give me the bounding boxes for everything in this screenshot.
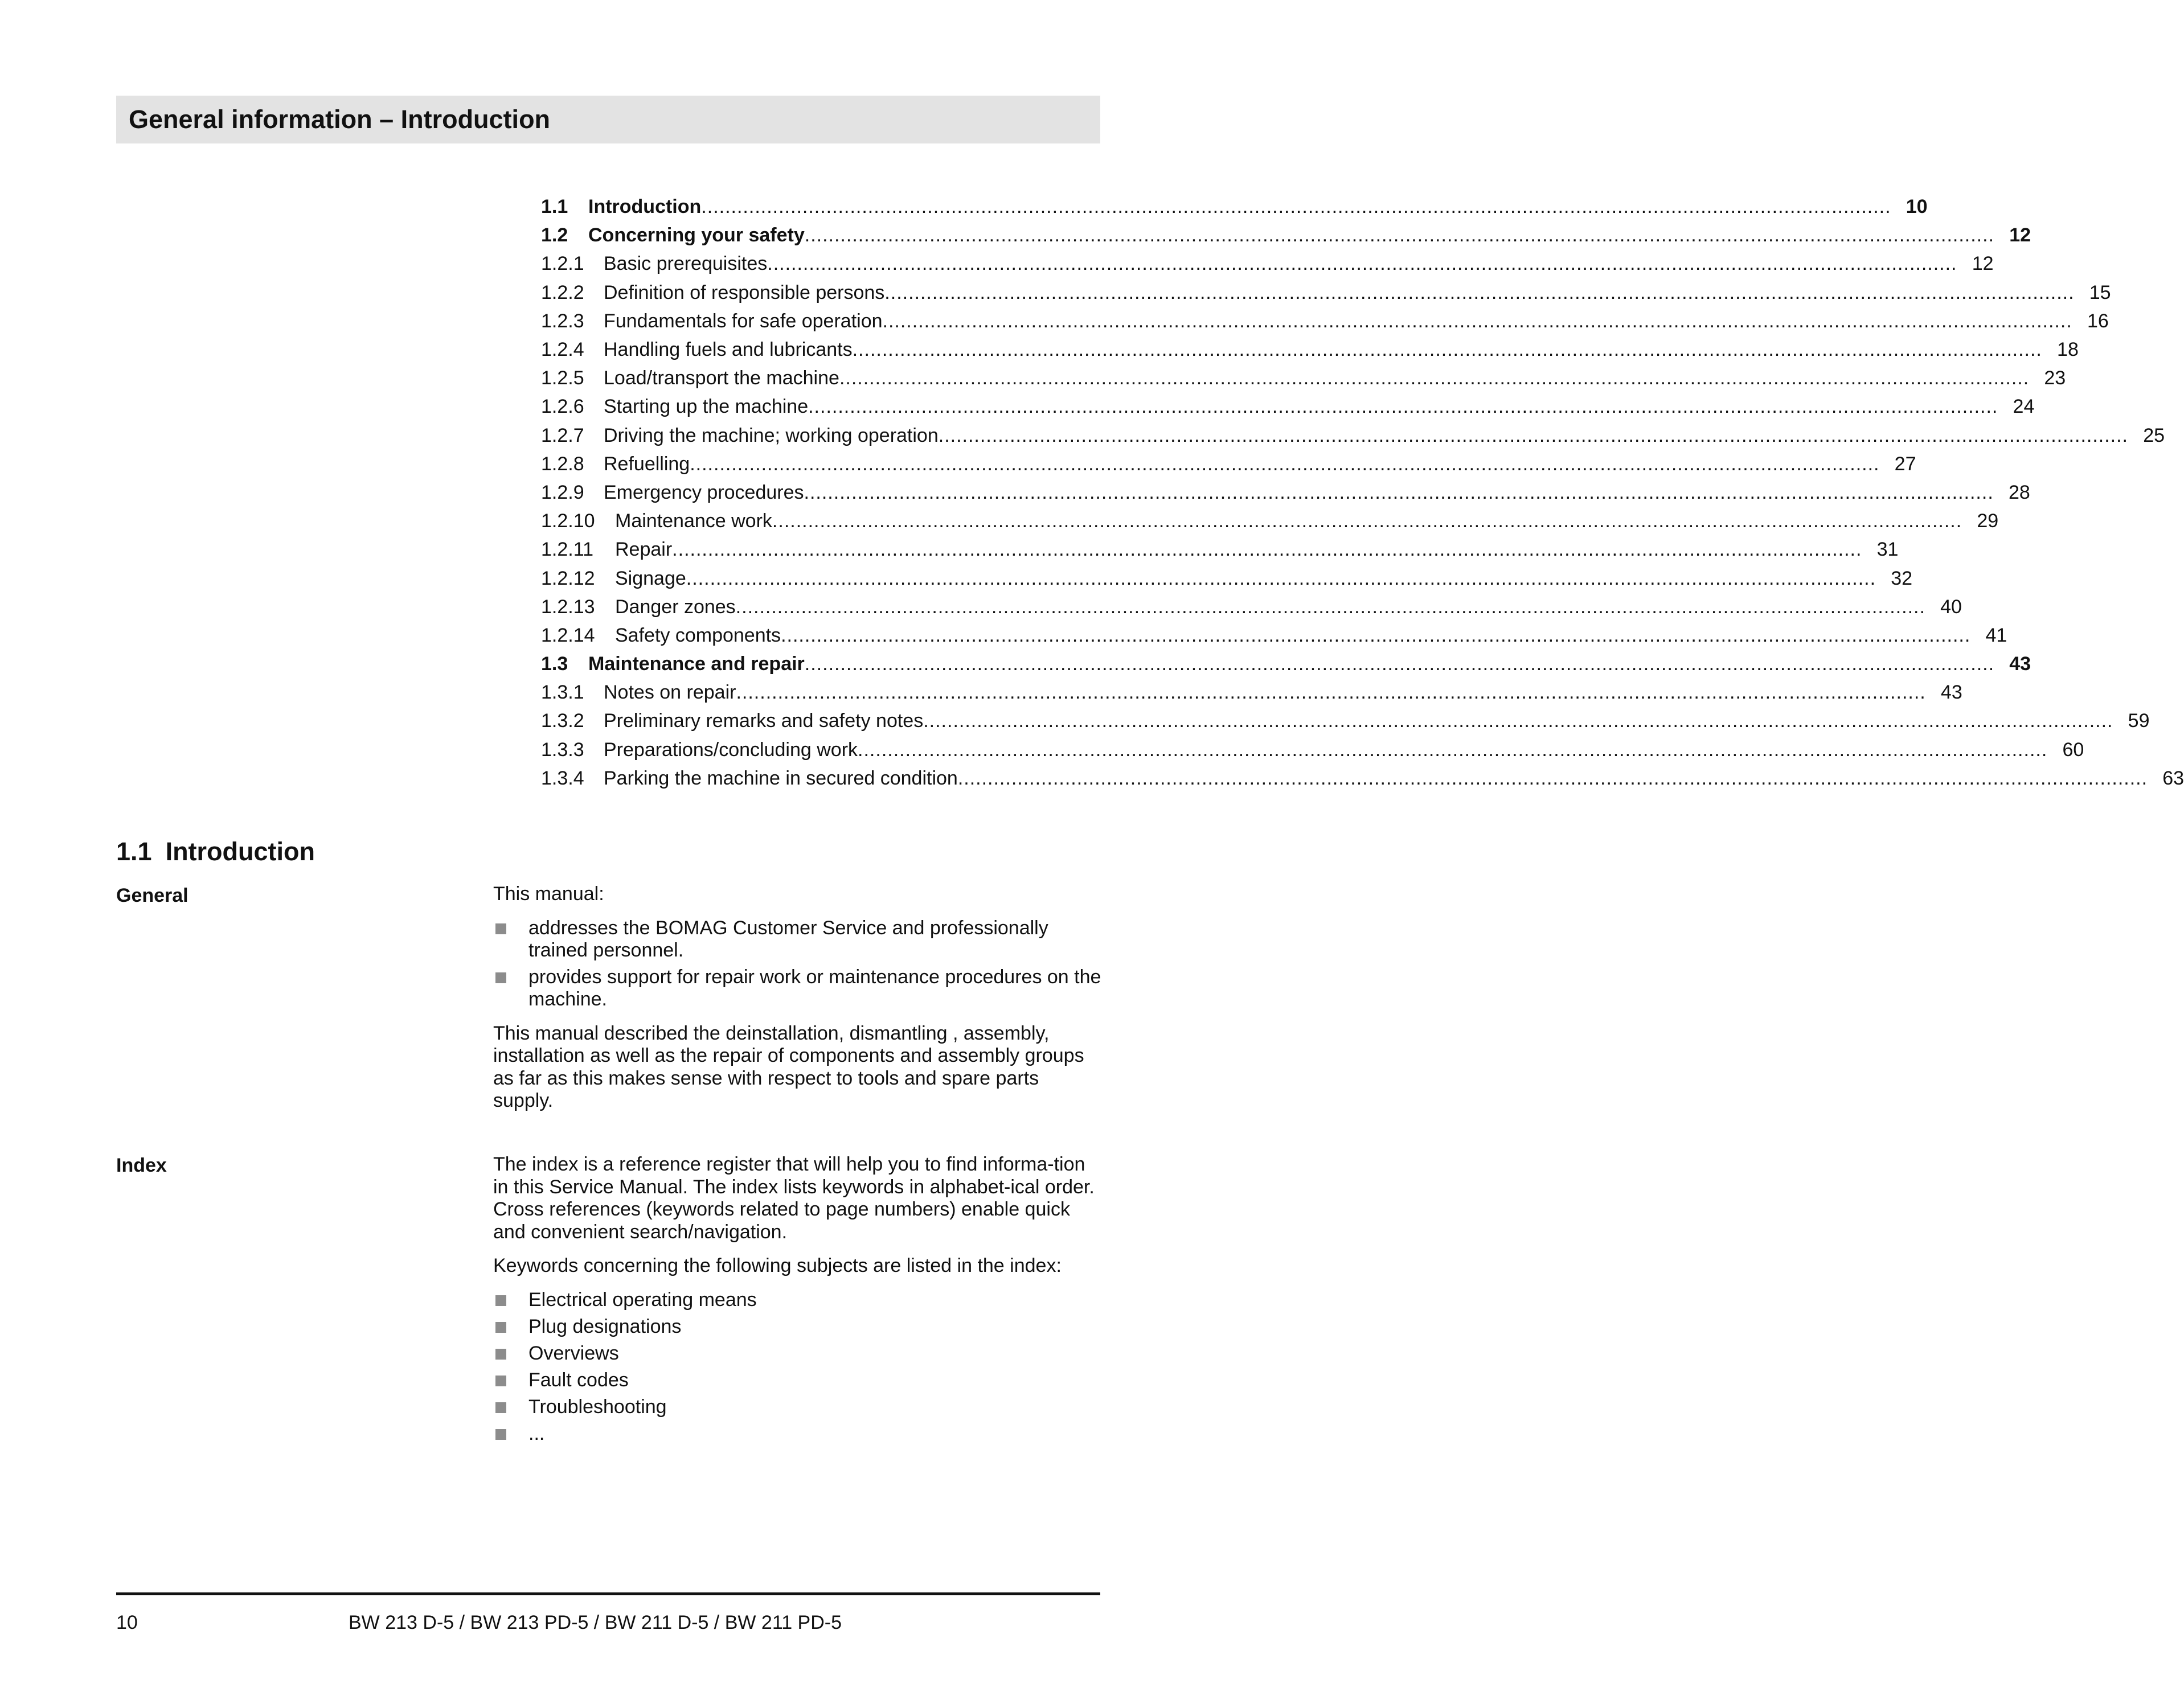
toc-entry-title: Maintenance and repair [588,653,805,675]
list-item-text: Fault codes [528,1369,629,1391]
toc-entry[interactable] [541,650,2031,678]
toc-dot-leader: ........................................................................................................................................................................................................ [957,767,2148,789]
toc-entry-title: Driving the machine; working operation [604,424,939,446]
toc-entry-page: 27 [1894,453,1916,475]
list-item-text: Plug designations [528,1315,682,1337]
toc-dot-leader: ........................................................................................................................................................................................................ [839,367,2030,389]
toc-entry[interactable] [541,478,2030,507]
list-item-text: provides support for repair work or maintenance procedures on the machine. [528,966,1101,1010]
list-item-text: addresses the BOMAG Customer Service and professionally trained personnel. [528,917,1048,961]
toc-entry-number: 1.2.6 [541,396,584,418]
toc-entry[interactable] [541,307,2109,335]
square-bullet-icon [495,923,506,934]
toc-entry[interactable] [541,421,2165,450]
toc-dot-leader: ........................................................................................................................................................................................................ [884,281,2075,303]
list-item [493,966,1103,1011]
toc-entry-number: 1.1 [541,196,568,218]
square-bullet-icon [495,1402,506,1413]
toc-entry[interactable] [541,221,2031,249]
toc-dot-leader: ........................................................................................................................................................................................................ [736,681,1926,704]
toc-entry-title: Emergency procedures [604,481,804,503]
toc-entry-number: 1.2.3 [541,310,584,332]
toc-entry[interactable] [541,392,2035,421]
toc-entry-title: Repair [615,539,673,561]
toc-entry-title: Notes on repair [604,681,736,704]
toc-entry[interactable] [541,249,1994,278]
toc-entry[interactable] [541,621,2007,650]
list-item [493,1423,1103,1446]
toc-entry-page: 59 [2128,710,2150,732]
toc-dot-leader: ........................................................................................................................................................................................................ [672,539,1862,561]
header-bar [116,96,1100,143]
toc-entry-title: Introduction [588,196,702,218]
square-bullet-icon [495,972,506,983]
list-item-text: Overviews [528,1342,619,1364]
toc-dot-leader: ........................................................................................................................................................................................................ [923,710,2113,732]
toc-dot-leader: ........................................................................................................................................................................................................ [735,596,1925,618]
toc-entry-page: 31 [1876,539,1899,561]
list-item [493,1342,1103,1365]
toc-entry-title: Preliminary remarks and safety notes [604,710,924,732]
toc-entry-number: 1.2.9 [541,481,584,503]
toc-entry-title: Signage [615,567,686,589]
toc-entry[interactable] [541,507,1999,535]
table-of-contents [541,192,2184,793]
toc-entry-title: Fundamentals for safe operation [604,310,883,332]
toc-dot-leader: ........................................................................................................................................................................................................ [804,481,1994,503]
square-bullet-icon [495,1322,506,1333]
toc-entry-number: 1.2.10 [541,510,595,532]
toc-entry-title: Maintenance work [615,510,772,532]
index-label: Index [116,1155,167,1176]
toc-entry-number: 1.3 [541,653,568,675]
toc-entry-title: Load/transport the machine [604,367,839,389]
index-body [493,1153,1103,1456]
toc-entry-page: 12 [2009,224,2031,247]
toc-entry-page: 23 [2044,367,2066,389]
toc-entry-number: 1.2 [541,224,568,247]
toc-entry-title: Preparations/concluding work [604,738,858,761]
toc-entry-number: 1.3.3 [541,738,584,761]
toc-entry-number: 1.2.5 [541,367,584,389]
toc-entry[interactable] [541,192,1928,221]
toc-entry-number: 1.2.7 [541,424,584,446]
toc-entry-page: 24 [2013,396,2035,418]
toc-entry[interactable] [541,364,2066,392]
toc-dot-leader: ........................................................................................................................................................................................................ [690,453,1880,475]
toc-entry-title: Concerning your safety [588,224,805,247]
toc-entry-number: 1.2.8 [541,453,584,475]
toc-entry-page: 16 [2087,310,2109,332]
toc-entry-page: 43 [2009,653,2031,675]
toc-dot-leader: ........................................................................................................................................................................................................ [772,510,1962,532]
list-item [493,1316,1103,1339]
toc-entry-page: 28 [2008,481,2030,503]
toc-entry-number: 1.2.2 [541,281,584,303]
list-item-text: Troubleshooting [528,1395,667,1418]
toc-entry-title: Danger zones [615,596,736,618]
footer-model-designation: BW 213 D-5 / BW 213 PD-5 / BW 211 D-5 / BW 211 PD-5 [349,1612,842,1633]
footer-divider [116,1592,1100,1595]
toc-entry-number: 1.3.2 [541,710,584,732]
toc-entry-number: 1.3.1 [541,681,584,704]
toc-dot-leader: ........................................................................................................................................................................................................ [882,310,2072,332]
footer-page-number: 10 [116,1612,138,1633]
square-bullet-icon [495,1376,506,1386]
toc-entry-title: Starting up the machine [604,396,809,418]
section-number: 1.1 [116,837,152,866]
toc-dot-leader: ........................................................................................................................................................................................................ [938,424,2129,446]
toc-entry-title: Definition of responsible persons [604,281,885,303]
toc-entry-page: 63 [2162,767,2184,789]
toc-entry-page: 12 [1972,253,1994,275]
page-header-title: General information – Introduction [129,105,551,134]
toc-entry-page: 15 [2089,281,2111,303]
toc-entry-title: Safety components [615,624,781,646]
toc-entry-page: 25 [2143,424,2165,446]
index-bullet-list [493,1289,1103,1446]
section-title: Introduction [165,837,315,866]
general-body [493,883,1103,1124]
toc-entry[interactable] [541,335,2079,364]
general-label: General [116,885,189,906]
toc-entry-number: 1.2.14 [541,624,595,646]
toc-dot-leader: ........................................................................................................................................................................................................ [858,738,2048,761]
toc-entry[interactable] [541,593,1962,621]
list-item [493,1289,1103,1312]
toc-dot-leader: ........................................................................................................................................................................................................ [852,339,2042,361]
general-intro: This manual: [493,883,604,905]
list-item-text: ... [528,1422,545,1444]
toc-entry[interactable] [541,736,2084,764]
list-item-text: Electrical operating means [528,1288,757,1311]
toc-entry[interactable] [541,535,1899,564]
list-item [493,1369,1103,1392]
toc-dot-leader: ........................................................................................................................................................................................................ [701,196,1891,218]
index-keywords-intro: Keywords concerning the following subjects are listed in the index: [493,1255,1062,1276]
square-bullet-icon [495,1295,506,1306]
general-paragraph: This manual described the deinstallation, dismantling , assembly, installation as well as the repair of components and assembly groups as far as this makes sense with respect to tools and spare parts supply. [493,1022,1084,1111]
toc-entry-number: 1.2.4 [541,339,584,361]
toc-entry-number: 1.2.13 [541,596,595,618]
toc-dot-leader: ........................................................................................................................................................................................................ [767,253,1957,275]
toc-entry-page: 60 [2062,738,2084,761]
toc-entry-number: 1.2.11 [541,539,594,561]
toc-entry-title: Basic prerequisites [604,253,768,275]
toc-entry-title: Parking the machine in secured condition [604,767,958,789]
section-heading [116,836,315,868]
toc-entry[interactable] [541,764,2184,793]
toc-entry-title: Handling fuels and lubricants [604,339,853,361]
toc-entry[interactable] [541,450,1916,478]
square-bullet-icon [495,1349,506,1360]
toc-entry-page: 40 [1940,596,1962,618]
square-bullet-icon [495,1429,506,1440]
toc-dot-leader: ........................................................................................................................................................................................................ [804,653,1995,675]
toc-dot-leader: ........................................................................................................................................................................................................ [686,567,1876,589]
toc-entry-number: 1.2.12 [541,567,595,589]
toc-entry-page: 43 [1940,681,1962,704]
toc-entry-number: 1.2.1 [541,253,584,275]
toc-entry-page: 29 [1977,510,1999,532]
list-item [493,917,1103,962]
toc-entry-page: 18 [2057,339,2079,361]
toc-entry-number: 1.3.4 [541,767,584,789]
toc-dot-leader: ........................................................................................................................................................................................................ [808,396,1998,418]
toc-entry[interactable] [541,278,2111,307]
list-item [493,1396,1103,1419]
toc-entry-title: Refuelling [604,453,690,475]
toc-entry[interactable] [541,564,1913,592]
toc-entry-page: 32 [1891,567,1913,589]
toc-entry-page: 41 [1985,624,2007,646]
index-paragraph: The index is a reference register that will help you to find informa-tion in this Service Manual. The index lists keywords in alphabet-ical order. Cross references (keywords related to page numbers) enable quick and convenient search/navigation. [493,1153,1095,1243]
toc-entry[interactable] [541,707,2150,735]
general-bullet-list [493,917,1103,1011]
toc-dot-leader: ........................................................................................................................................................................................................ [781,624,1971,646]
toc-entry-page: 10 [1906,196,1928,218]
toc-dot-leader: ........................................................................................................................................................................................................ [804,224,1995,247]
toc-entry[interactable] [541,678,1962,707]
